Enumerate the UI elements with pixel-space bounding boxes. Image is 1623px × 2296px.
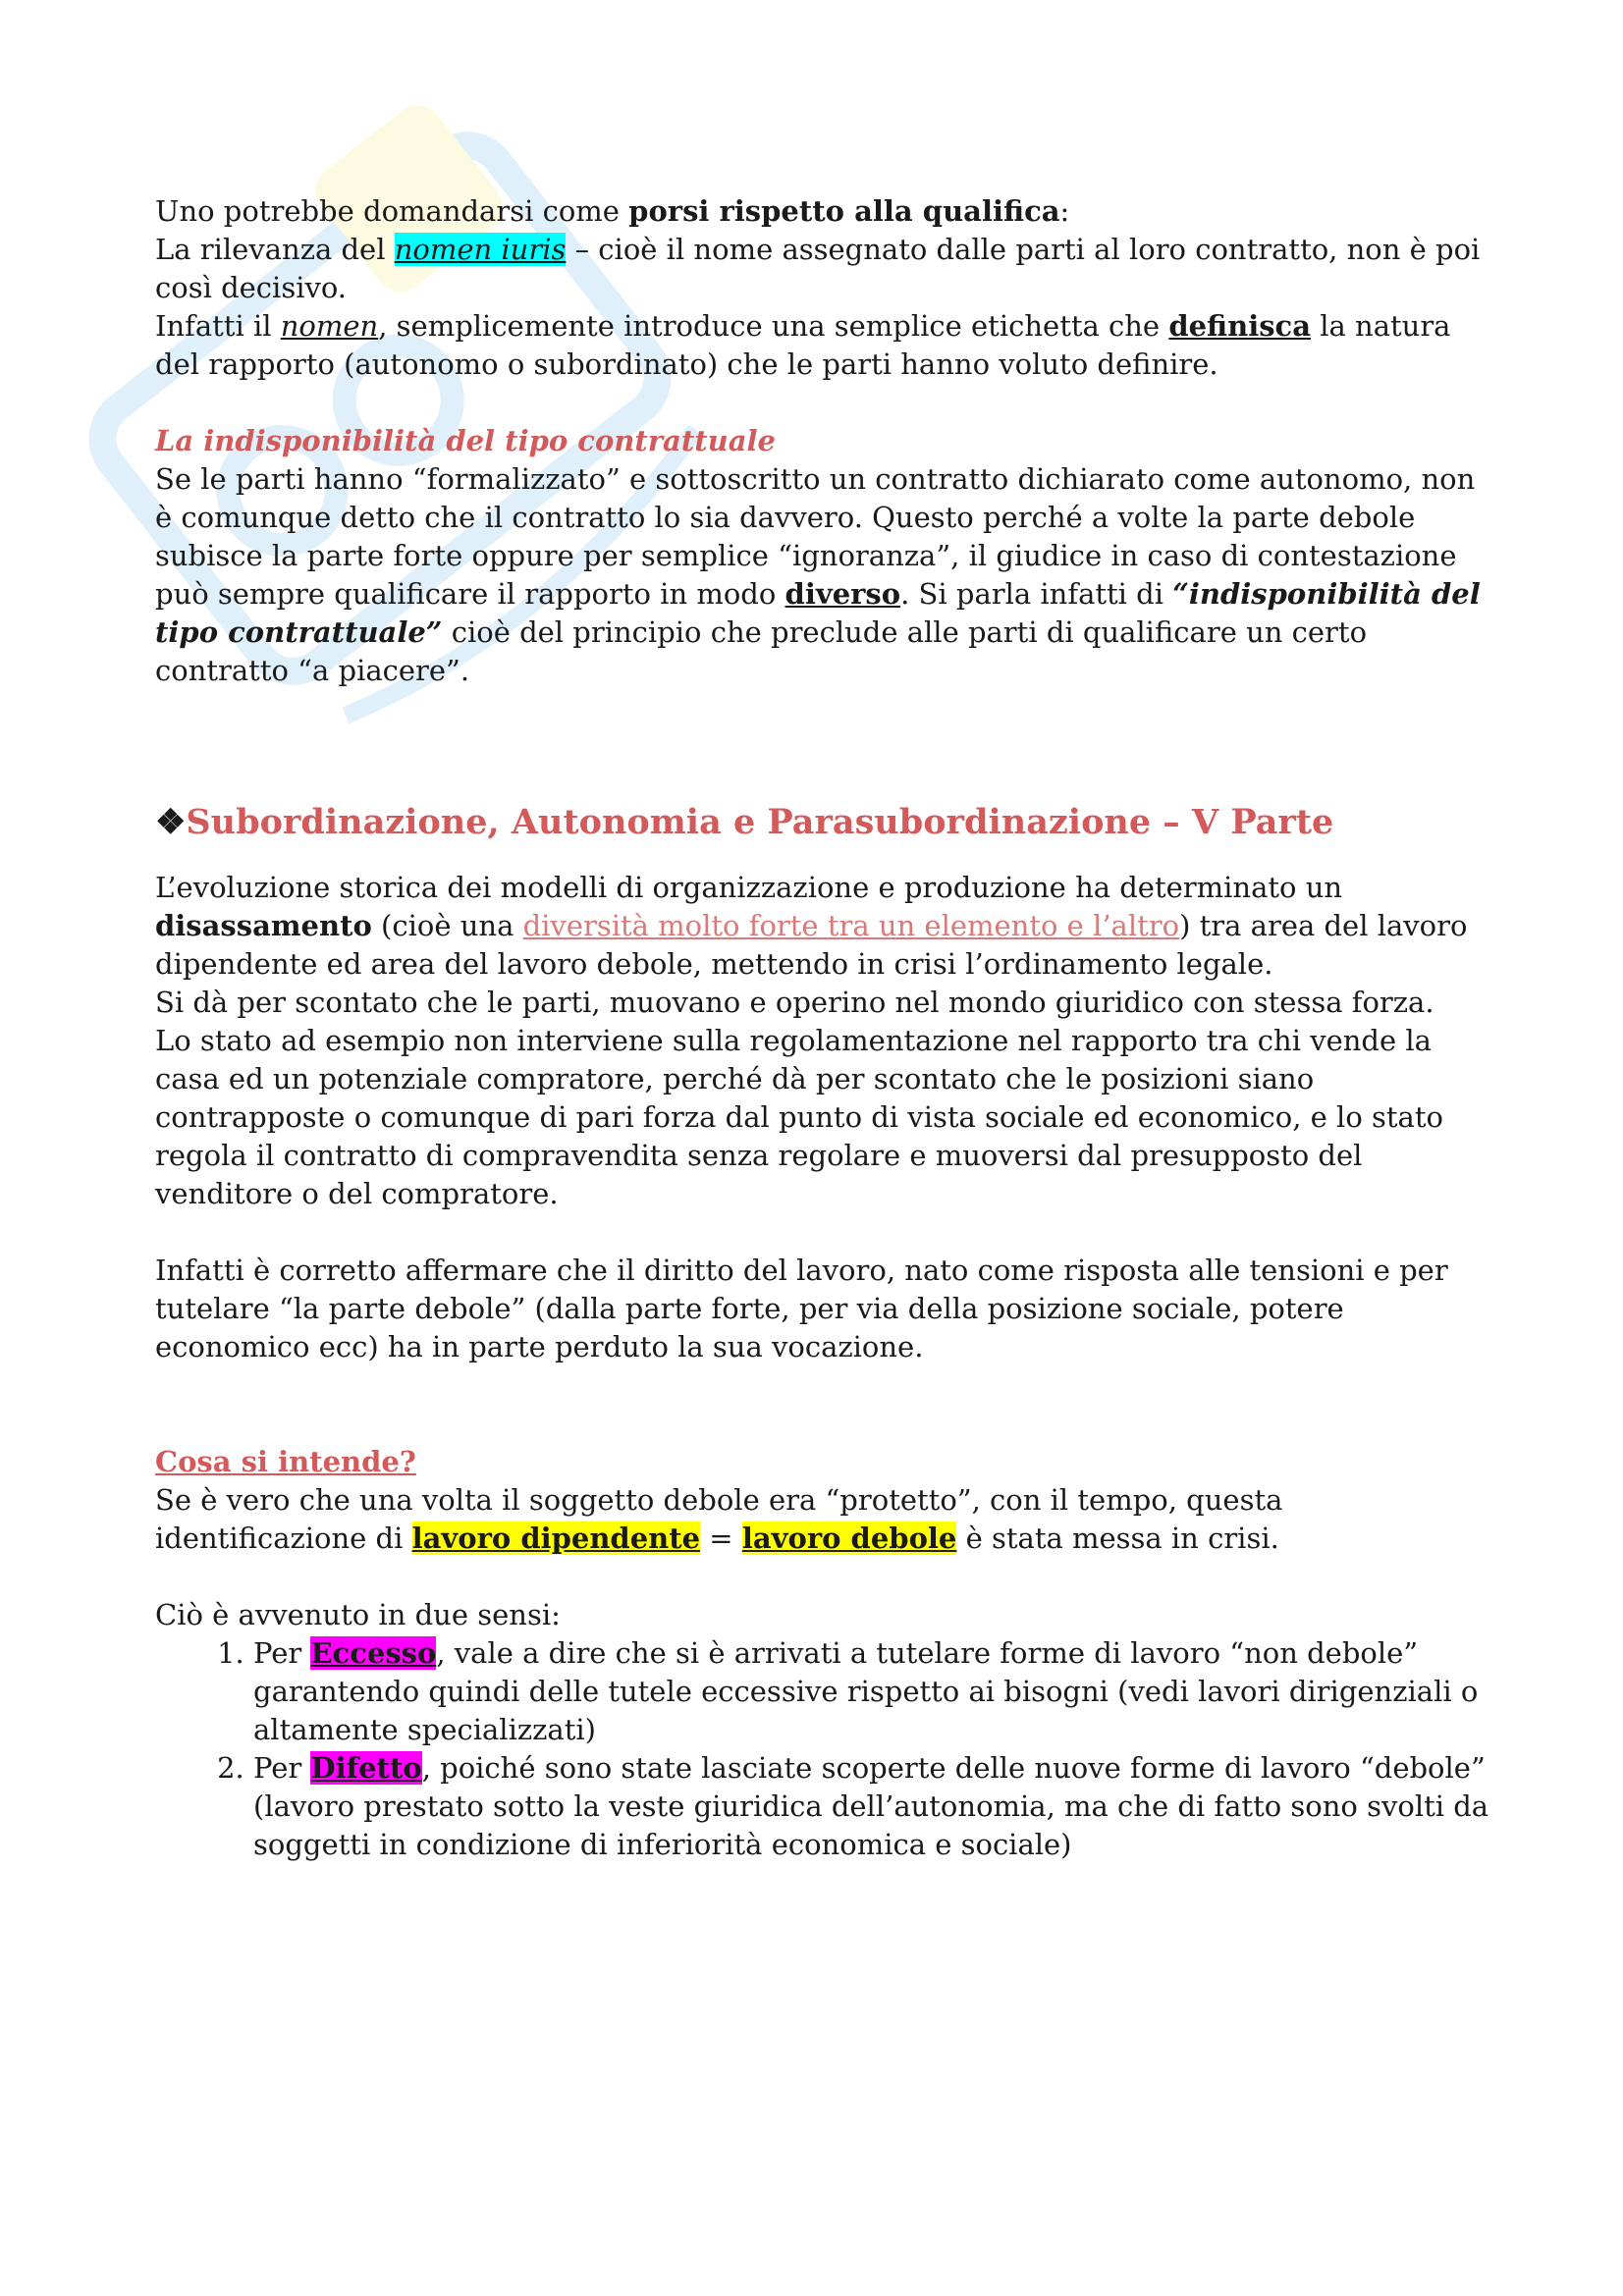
bold-italic-quote: “indisponibilità del tipo contrattuale” xyxy=(155,577,1481,649)
section-title-text: Subordinazione, Autonomia e Parasubordinazione – V Parte xyxy=(186,802,1334,842)
subheading-cosa-si-intende: Cosa si intende? xyxy=(155,1445,416,1478)
section-title xyxy=(155,800,1490,845)
text-run: , semplicemente introduce una semplice etichetta che xyxy=(378,309,1169,343)
bold-diverso: diverso xyxy=(784,577,901,611)
red-underlined-phrase: diversità molto forte tra un elemento e l’altro xyxy=(522,909,1180,942)
paragraph-diritto-lavoro: Infatti è corretto affermare che il diritto del lavoro, nato come risposta alle tensioni e per tutelare “la parte debole” (dalla parte forte, per via della posizione sociale, potere economico ecc) ha in parte perduto la sua vocazione. xyxy=(155,1254,1448,1363)
text-run: . Si parla infatti di xyxy=(900,577,1173,611)
text-run: (cioè una xyxy=(371,909,523,942)
highlight-lavoro-dipendente: lavoro dipendente xyxy=(411,1522,701,1555)
bold-disassamento: disassamento xyxy=(155,909,372,942)
text-run: Per xyxy=(253,1751,311,1785)
text-run: Infatti il xyxy=(155,309,281,343)
text-run: Se le parti hanno “formalizzato” e sottoscritto un contratto dichiarato come autonomo, non è comunque detto che il contratto lo sia davvero. Questo perché a volte la parte debole subisce la parte forte oppure per semplice “ignoranza”, il giudice in caso di contestazione può sempre qualificare il rapporto in modo xyxy=(155,462,1476,611)
highlight-difetto: Difetto xyxy=(310,1751,422,1785)
list-item-difetto xyxy=(253,1749,1490,1864)
text-run: – cioè il nome assegnato dalle parti al loro contratto, non è poi così decisivo. xyxy=(155,233,1481,304)
paragraph-qualifica xyxy=(155,192,1490,231)
highlight-lavoro-debole: lavoro debole xyxy=(741,1522,957,1555)
highlight-eccesso: Eccesso xyxy=(310,1636,437,1670)
text-run: : xyxy=(1059,194,1070,228)
bold-phrase: porsi rispetto alla qualifica xyxy=(628,194,1060,228)
text-run: Per xyxy=(253,1636,311,1670)
text-run: Uno potrebbe domandarsi come xyxy=(155,194,629,228)
paragraph-stato: Lo stato ad esempio non interviene sulla regolamentazione nel rapporto tra chi vende la casa ed un potenziale compratore, perché dà per scontato che le posizioni siano contrapposte o comunque di pari forza dal punto di vista sociale ed economico, e lo stato regola il contratto di compravendita senza regolare e muoversi dal presupposto del venditore o del compratore. xyxy=(155,1024,1443,1210)
document-page xyxy=(155,192,1490,1864)
text-run: La rilevanza del xyxy=(155,233,395,266)
text-run: Se è vero che una volta il soggetto debole era “protetto”, con il tempo, questa identificazione di xyxy=(155,1483,1283,1555)
text-run: , poiché sono state lasciate scoperte delle nuove forme di lavoro “debole” (lavoro prestato sotto la veste giuridica dell’autonomia, ma che di fatto sono svolti da soggetti in condizione di inferiorità economica e sociale) xyxy=(253,1751,1489,1861)
paragraph-disassamento xyxy=(155,869,1490,984)
text-run: la natura del rapporto (autonomo o subordinato) che le parti hanno voluto definire. xyxy=(155,309,1451,381)
subheading-indisponibilita: La indisponibilità del tipo contrattuale xyxy=(155,424,776,457)
diamond-bullet-icon: ❖ xyxy=(155,802,187,842)
paragraph-due-sensi: Ciò è avvenuto in due sensi: xyxy=(155,1598,561,1631)
list-item-eccesso xyxy=(253,1634,1490,1749)
text-run: L’evoluzione storica dei modelli di organizzazione e produzione ha determinato un xyxy=(155,871,1343,904)
text-run: cioè del principio che preclude alle parti di qualificare un certo contratto “a piacere”. xyxy=(155,615,1368,687)
paragraph-indisponibilita xyxy=(155,460,1490,690)
text-run: è stata messa in crisi. xyxy=(956,1522,1279,1555)
text-run: = xyxy=(700,1522,742,1555)
paragraph-identificazione xyxy=(155,1481,1490,1558)
numbered-list xyxy=(155,1634,1490,1864)
text-run: , vale a dire che si è arrivati a tutelare forme di lavoro “non debole” garantendo quindi delle tutele eccessive rispetto ai bisogni (vedi lavori dirigenziali o altamente specializzati) xyxy=(253,1636,1479,1746)
italic-nomen: nomen xyxy=(280,309,379,343)
highlight-nomen-iuris: nomen iuris xyxy=(394,233,567,266)
paragraph-scontato: Si dà per scontato che le parti, muovano e operino nel mondo giuridico con stessa forza. xyxy=(155,986,1434,1019)
text-run: ) tra area del lavoro dipendente ed area del lavoro debole, mettendo in crisi l’ordinamento legale. xyxy=(155,909,1468,981)
bold-definisca: definisca xyxy=(1168,309,1312,343)
paragraph-nomen xyxy=(155,307,1490,384)
paragraph-nomen-iuris xyxy=(155,231,1490,307)
